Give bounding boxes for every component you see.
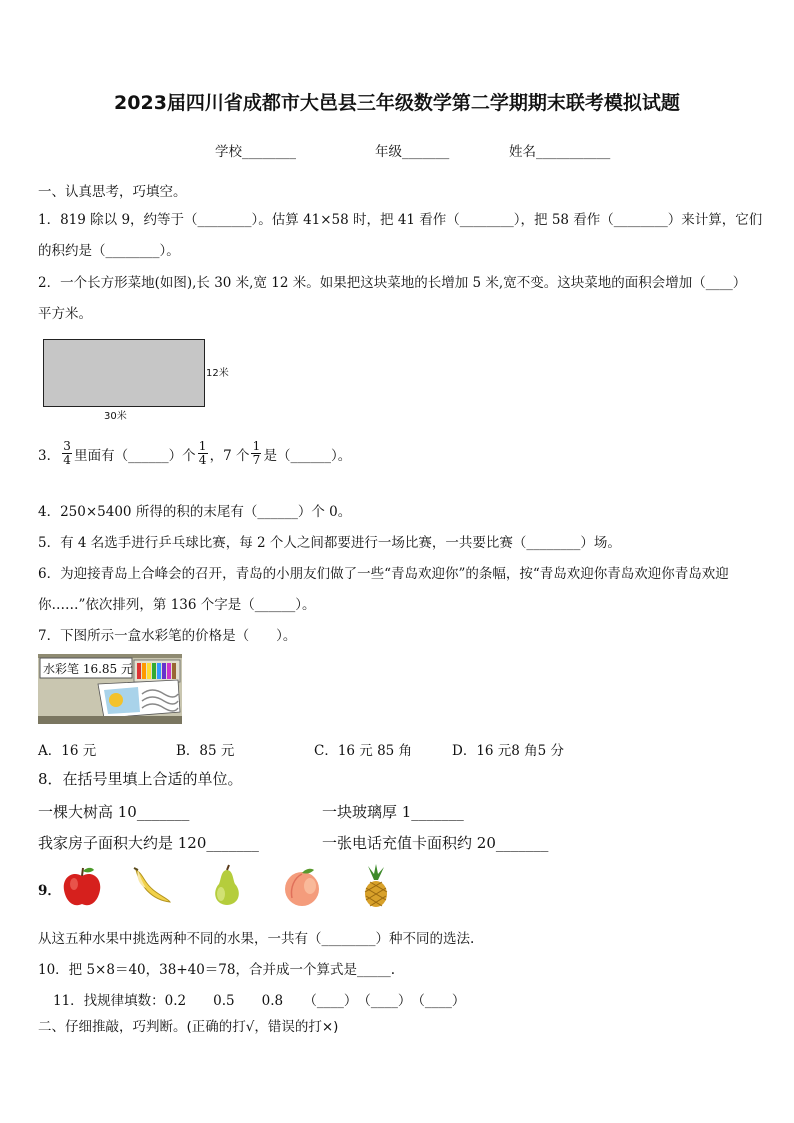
question-10: 10．把 5×8＝40，38+40＝78，合并成一个算式是_____. xyxy=(38,962,396,978)
banana-icon xyxy=(130,864,174,908)
watercolor-pen-box-image xyxy=(38,654,182,724)
question-2-line-2: 平方米。 xyxy=(38,306,92,322)
fraction-numerator: 1 xyxy=(198,439,207,453)
fraction-one-quarter xyxy=(198,440,208,467)
question-8-title: 8．在括号里填上合适的单位。 xyxy=(38,770,243,788)
question-4: 4．250×5400 所得的积的末尾有（______）个 0。 xyxy=(38,504,352,520)
question-1-line-2: 的积约是（________）。 xyxy=(38,243,180,259)
pear-icon xyxy=(205,864,249,908)
question-11: 11．找规律填数：0.2 0.5 0.8 （____） （____） （____） xyxy=(53,993,466,1009)
option-b: B．85 元 xyxy=(176,743,235,759)
price-tag-label: 水彩笔 16.85 元 xyxy=(43,662,133,676)
option-c: C．16 元 85 角 xyxy=(314,743,413,759)
school-field: 学校________ xyxy=(215,144,296,160)
vegetable-field-rectangle xyxy=(43,339,205,407)
fraction-denominator: 4 xyxy=(198,453,207,467)
apple-icon xyxy=(60,864,104,908)
question-6-line-2: 你……”依次排列，第 136 个字是（______）。 xyxy=(38,597,316,613)
pineapple-icon xyxy=(352,864,396,908)
name-field: 姓名___________ xyxy=(509,144,611,160)
question-5: 5．有 4 名选手进行乒乓球比赛，每 2 个人之间都要进行一场比赛，一共要比赛（________）场。 xyxy=(38,535,621,551)
question-8-item-c: 我家房子面积大约是 120_______ xyxy=(38,834,259,852)
question-7: 7．下图所示一盒水彩笔的价格是（ ）。 xyxy=(38,628,297,644)
section-two-heading: 二、仔细推敲，巧判断。(正确的打√，错误的打×) xyxy=(38,1019,339,1035)
fraction-three-quarters xyxy=(62,440,72,467)
peach-icon xyxy=(280,864,324,908)
question-2-line-1: 2．一个长方形菜地(如图),长 30 米,宽 12 米。如果把这块菜地的长增加 5 米,宽不变。这块菜地的面积会增加（____） xyxy=(38,275,747,291)
question-3-text-2: ，7 个 xyxy=(209,447,250,464)
grade-field: 年级_______ xyxy=(375,144,450,160)
question-1-line-1: 1．819 除以 9，约等于（________）。估算 41×58 时，把 41 看作（________），把 58 看作（________）来计算，它们 xyxy=(38,212,763,228)
width-label: 12米 xyxy=(206,368,229,379)
question-3 xyxy=(38,440,351,467)
option-a: A．16 元 xyxy=(38,743,97,759)
question-3-text-1: 里面有（______）个 xyxy=(74,447,196,464)
question-8-item-a: 一棵大树高 10_______ xyxy=(38,803,190,821)
fraction-numerator: 3 xyxy=(63,439,71,453)
question-6-line-1: 6．为迎接青岛上合峰会的召开，青岛的小朋友们做了一些“青岛欢迎你”的条幅，按“青岛欢迎你青岛欢迎你青岛欢迎 xyxy=(38,566,729,582)
question-9-number: 9． xyxy=(38,883,61,899)
question-9-text: 从这五种水果中挑选两种不同的水果，一共有（________）种不同的选法. xyxy=(38,931,475,947)
fraction-one-seventh xyxy=(251,440,261,467)
fraction-numerator: 1 xyxy=(252,439,261,453)
length-label: 30米 xyxy=(104,411,127,422)
page-title: 2023届四川省成都市大邑县三年级数学第二学期期末联考模拟试题 xyxy=(114,92,680,114)
fraction-denominator: 7 xyxy=(252,453,261,467)
option-d: D．16 元8 角5 分 xyxy=(452,743,565,759)
question-3-text-3: 是（______）。 xyxy=(263,447,352,464)
fraction-denominator: 4 xyxy=(63,453,71,467)
question-8-item-d: 一张电话充值卡面积约 20_______ xyxy=(322,834,549,852)
question-3-prefix: 3． xyxy=(38,447,61,464)
section-one-heading: 一、认真思考，巧填空。 xyxy=(38,184,187,200)
question-8-item-b: 一块玻璃厚 1_______ xyxy=(322,803,464,821)
